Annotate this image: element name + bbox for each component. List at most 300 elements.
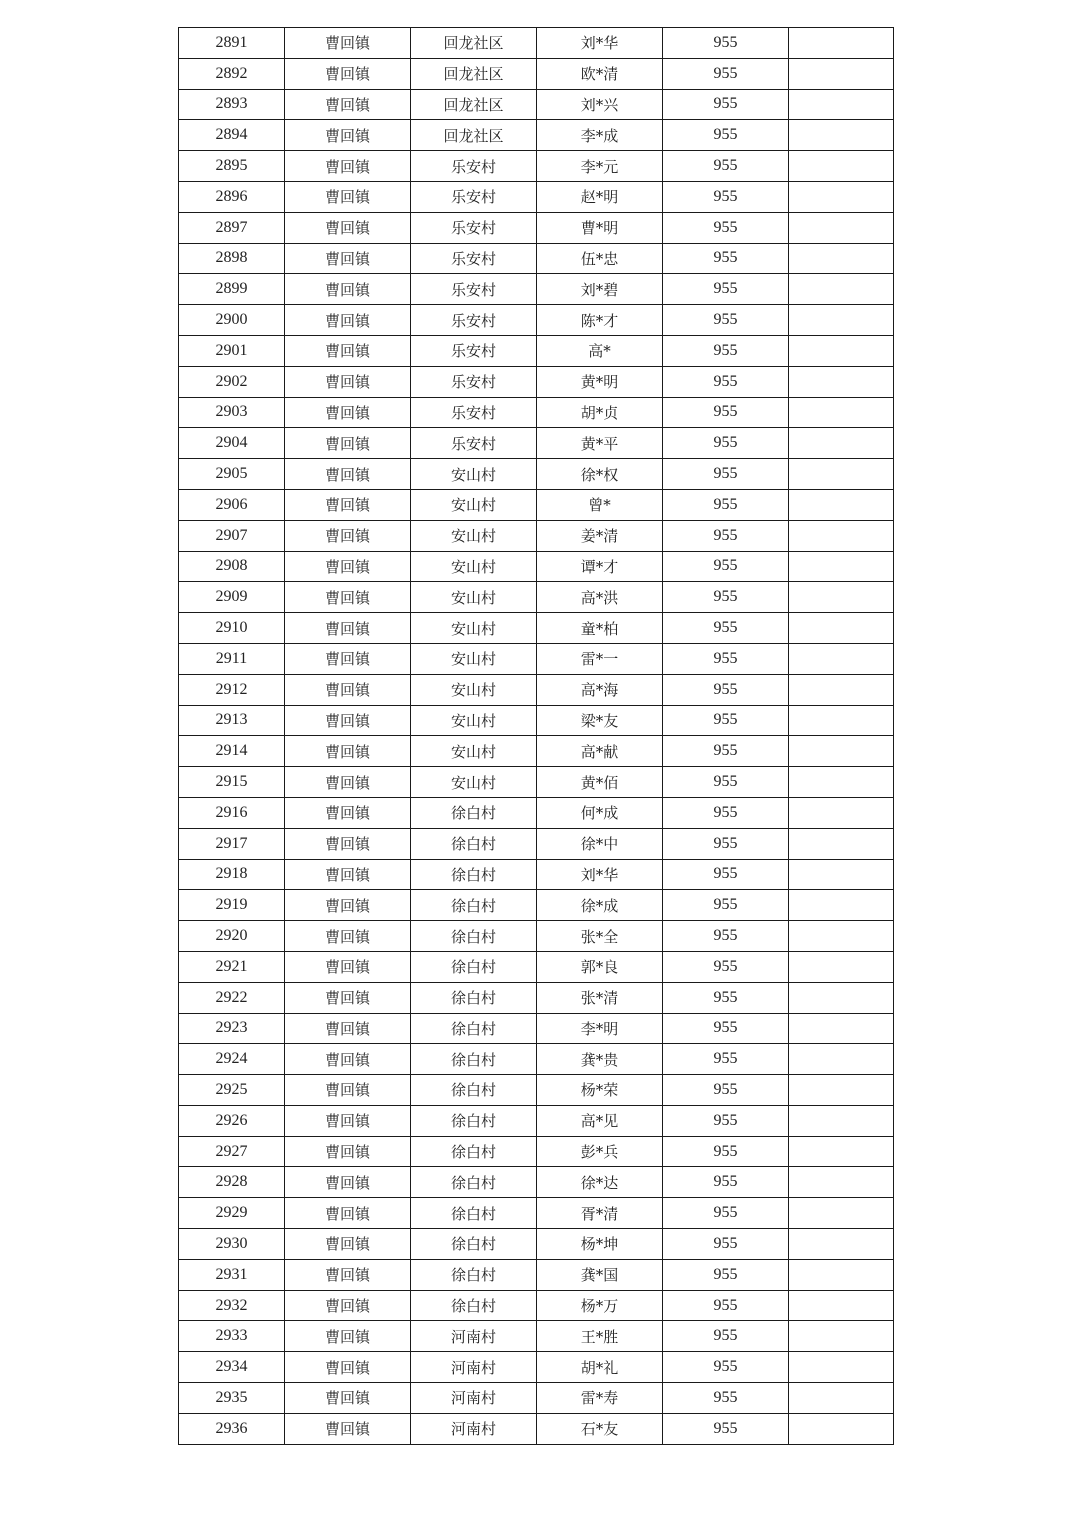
roster-body xyxy=(179,28,894,1445)
table-row xyxy=(179,982,894,1013)
cell-village: 徐白村 xyxy=(411,1290,537,1321)
cell-village: 乐安村 xyxy=(411,243,537,274)
cell-town: 曹回镇 xyxy=(285,212,411,243)
cell-village: 安山村 xyxy=(411,674,537,705)
cell-serial-number: 2920 xyxy=(179,921,285,952)
cell-village: 回龙社区 xyxy=(411,120,537,151)
cell-town: 曹回镇 xyxy=(285,582,411,613)
cell-name: 黄*平 xyxy=(537,428,663,459)
cell-town: 曹回镇 xyxy=(285,613,411,644)
cell-amount: 955 xyxy=(663,243,789,274)
table-row xyxy=(179,643,894,674)
cell-note xyxy=(789,1105,894,1136)
cell-town: 曹回镇 xyxy=(285,459,411,490)
cell-amount: 955 xyxy=(663,397,789,428)
cell-serial-number: 2913 xyxy=(179,705,285,736)
cell-amount: 955 xyxy=(663,428,789,459)
cell-serial-number: 2922 xyxy=(179,982,285,1013)
cell-serial-number: 2893 xyxy=(179,89,285,120)
cell-serial-number: 2894 xyxy=(179,120,285,151)
cell-note xyxy=(789,767,894,798)
cell-village: 乐安村 xyxy=(411,274,537,305)
cell-serial-number: 2919 xyxy=(179,890,285,921)
cell-serial-number: 2892 xyxy=(179,58,285,89)
cell-town: 曹回镇 xyxy=(285,428,411,459)
table-row xyxy=(179,212,894,243)
cell-village: 安山村 xyxy=(411,582,537,613)
cell-amount: 955 xyxy=(663,181,789,212)
table-row xyxy=(179,58,894,89)
table-row xyxy=(179,120,894,151)
cell-note xyxy=(789,397,894,428)
cell-serial-number: 2929 xyxy=(179,1198,285,1229)
cell-town: 曹回镇 xyxy=(285,1075,411,1106)
cell-name: 徐*中 xyxy=(537,828,663,859)
cell-village: 徐白村 xyxy=(411,1105,537,1136)
cell-town: 曹回镇 xyxy=(285,28,411,59)
cell-name: 高* xyxy=(537,335,663,366)
cell-serial-number: 2900 xyxy=(179,305,285,336)
cell-village: 徐白村 xyxy=(411,951,537,982)
cell-town: 曹回镇 xyxy=(285,1229,411,1260)
cell-note xyxy=(789,520,894,551)
cell-town: 曹回镇 xyxy=(285,1413,411,1444)
cell-village: 徐白村 xyxy=(411,828,537,859)
cell-name: 童*柏 xyxy=(537,613,663,644)
cell-town: 曹回镇 xyxy=(285,58,411,89)
cell-village: 河南村 xyxy=(411,1321,537,1352)
cell-town: 曹回镇 xyxy=(285,951,411,982)
cell-village: 乐安村 xyxy=(411,366,537,397)
cell-name: 梁*友 xyxy=(537,705,663,736)
cell-name: 高*献 xyxy=(537,736,663,767)
cell-village: 河南村 xyxy=(411,1413,537,1444)
cell-town: 曹回镇 xyxy=(285,921,411,952)
cell-village: 乐安村 xyxy=(411,397,537,428)
cell-town: 曹回镇 xyxy=(285,643,411,674)
cell-name: 徐*成 xyxy=(537,890,663,921)
cell-town: 曹回镇 xyxy=(285,274,411,305)
cell-serial-number: 2911 xyxy=(179,643,285,674)
cell-amount: 955 xyxy=(663,1075,789,1106)
cell-note xyxy=(789,859,894,890)
table-row xyxy=(179,705,894,736)
table-row xyxy=(179,890,894,921)
cell-town: 曹回镇 xyxy=(285,1383,411,1414)
table-row xyxy=(179,1044,894,1075)
cell-name: 杨*荣 xyxy=(537,1075,663,1106)
cell-town: 曹回镇 xyxy=(285,1136,411,1167)
cell-town: 曹回镇 xyxy=(285,1259,411,1290)
cell-town: 曹回镇 xyxy=(285,982,411,1013)
cell-serial-number: 2921 xyxy=(179,951,285,982)
table-row xyxy=(179,921,894,952)
cell-name: 徐*权 xyxy=(537,459,663,490)
cell-serial-number: 2895 xyxy=(179,151,285,182)
cell-village: 徐白村 xyxy=(411,1229,537,1260)
cell-village: 徐白村 xyxy=(411,921,537,952)
cell-serial-number: 2891 xyxy=(179,28,285,59)
cell-village: 徐白村 xyxy=(411,859,537,890)
cell-note xyxy=(789,1321,894,1352)
cell-serial-number: 2903 xyxy=(179,397,285,428)
cell-note xyxy=(789,736,894,767)
cell-name: 胥*清 xyxy=(537,1198,663,1229)
cell-village: 徐白村 xyxy=(411,797,537,828)
cell-amount: 955 xyxy=(663,582,789,613)
cell-name: 杨*万 xyxy=(537,1290,663,1321)
cell-town: 曹回镇 xyxy=(285,551,411,582)
table-row xyxy=(179,1105,894,1136)
cell-village: 乐安村 xyxy=(411,428,537,459)
cell-name: 陈*才 xyxy=(537,305,663,336)
cell-serial-number: 2896 xyxy=(179,181,285,212)
table-row xyxy=(179,767,894,798)
cell-town: 曹回镇 xyxy=(285,1321,411,1352)
cell-town: 曹回镇 xyxy=(285,674,411,705)
cell-amount: 955 xyxy=(663,736,789,767)
cell-name: 郭*良 xyxy=(537,951,663,982)
cell-amount: 955 xyxy=(663,1321,789,1352)
cell-note xyxy=(789,212,894,243)
cell-town: 曹回镇 xyxy=(285,120,411,151)
cell-town: 曹回镇 xyxy=(285,1044,411,1075)
table-row xyxy=(179,1136,894,1167)
cell-amount: 955 xyxy=(663,982,789,1013)
table-row xyxy=(179,89,894,120)
cell-town: 曹回镇 xyxy=(285,705,411,736)
cell-amount: 955 xyxy=(663,1229,789,1260)
cell-amount: 955 xyxy=(663,1290,789,1321)
cell-note xyxy=(789,459,894,490)
cell-town: 曹回镇 xyxy=(285,89,411,120)
cell-name: 徐*达 xyxy=(537,1167,663,1198)
cell-note xyxy=(789,1044,894,1075)
cell-village: 安山村 xyxy=(411,459,537,490)
cell-amount: 955 xyxy=(663,705,789,736)
cell-amount: 955 xyxy=(663,643,789,674)
cell-serial-number: 2930 xyxy=(179,1229,285,1260)
cell-note xyxy=(789,1075,894,1106)
cell-village: 乐安村 xyxy=(411,151,537,182)
cell-note xyxy=(789,305,894,336)
table-row xyxy=(179,274,894,305)
cell-amount: 955 xyxy=(663,151,789,182)
cell-amount: 955 xyxy=(663,859,789,890)
cell-village: 回龙社区 xyxy=(411,89,537,120)
cell-serial-number: 2905 xyxy=(179,459,285,490)
table-row xyxy=(179,551,894,582)
cell-name: 刘*碧 xyxy=(537,274,663,305)
cell-name: 彭*兵 xyxy=(537,1136,663,1167)
cell-name: 李*明 xyxy=(537,1013,663,1044)
cell-amount: 955 xyxy=(663,1352,789,1383)
cell-town: 曹回镇 xyxy=(285,797,411,828)
cell-name: 伍*忠 xyxy=(537,243,663,274)
cell-name: 姜*清 xyxy=(537,520,663,551)
cell-note xyxy=(789,428,894,459)
cell-note xyxy=(789,828,894,859)
cell-amount: 955 xyxy=(663,58,789,89)
cell-serial-number: 2899 xyxy=(179,274,285,305)
cell-town: 曹回镇 xyxy=(285,305,411,336)
cell-town: 曹回镇 xyxy=(285,1167,411,1198)
table-row xyxy=(179,1352,894,1383)
cell-amount: 955 xyxy=(663,890,789,921)
cell-amount: 955 xyxy=(663,1259,789,1290)
table-row xyxy=(179,1383,894,1414)
table-row xyxy=(179,736,894,767)
cell-village: 徐白村 xyxy=(411,1259,537,1290)
cell-name: 欧*清 xyxy=(537,58,663,89)
cell-amount: 955 xyxy=(663,1383,789,1414)
cell-serial-number: 2934 xyxy=(179,1352,285,1383)
cell-amount: 955 xyxy=(663,828,789,859)
table-row xyxy=(179,459,894,490)
cell-name: 刘*华 xyxy=(537,28,663,59)
cell-amount: 955 xyxy=(663,520,789,551)
cell-village: 乐安村 xyxy=(411,305,537,336)
cell-amount: 955 xyxy=(663,1198,789,1229)
cell-serial-number: 2904 xyxy=(179,428,285,459)
table-row xyxy=(179,335,894,366)
cell-village: 河南村 xyxy=(411,1383,537,1414)
cell-serial-number: 2923 xyxy=(179,1013,285,1044)
cell-name: 曹*明 xyxy=(537,212,663,243)
table-row xyxy=(179,305,894,336)
cell-note xyxy=(789,643,894,674)
cell-note xyxy=(789,1229,894,1260)
cell-village: 安山村 xyxy=(411,551,537,582)
cell-name: 李*成 xyxy=(537,120,663,151)
cell-town: 曹回镇 xyxy=(285,520,411,551)
cell-amount: 955 xyxy=(663,951,789,982)
cell-village: 乐安村 xyxy=(411,212,537,243)
cell-serial-number: 2926 xyxy=(179,1105,285,1136)
cell-note xyxy=(789,1198,894,1229)
cell-amount: 955 xyxy=(663,1044,789,1075)
cell-serial-number: 2924 xyxy=(179,1044,285,1075)
cell-amount: 955 xyxy=(663,274,789,305)
cell-name: 曾* xyxy=(537,489,663,520)
cell-village: 徐白村 xyxy=(411,1136,537,1167)
cell-serial-number: 2914 xyxy=(179,736,285,767)
cell-town: 曹回镇 xyxy=(285,489,411,520)
cell-name: 刘*华 xyxy=(537,859,663,890)
cell-name: 高*海 xyxy=(537,674,663,705)
cell-note xyxy=(789,1136,894,1167)
table-row xyxy=(179,1013,894,1044)
cell-note xyxy=(789,335,894,366)
cell-town: 曹回镇 xyxy=(285,335,411,366)
cell-amount: 955 xyxy=(663,305,789,336)
cell-amount: 955 xyxy=(663,120,789,151)
table-row xyxy=(179,428,894,459)
table-row xyxy=(179,520,894,551)
cell-name: 胡*贞 xyxy=(537,397,663,428)
cell-serial-number: 2917 xyxy=(179,828,285,859)
cell-town: 曹回镇 xyxy=(285,397,411,428)
cell-village: 回龙社区 xyxy=(411,28,537,59)
cell-note xyxy=(789,28,894,59)
table-row xyxy=(179,397,894,428)
cell-name: 雷*寿 xyxy=(537,1383,663,1414)
table-row xyxy=(179,1198,894,1229)
cell-note xyxy=(789,1413,894,1444)
cell-amount: 955 xyxy=(663,489,789,520)
table-row xyxy=(179,151,894,182)
table-row xyxy=(179,1259,894,1290)
cell-town: 曹回镇 xyxy=(285,859,411,890)
cell-note xyxy=(789,1383,894,1414)
cell-town: 曹回镇 xyxy=(285,890,411,921)
table-row xyxy=(179,613,894,644)
cell-note xyxy=(789,705,894,736)
table-row xyxy=(179,797,894,828)
cell-village: 安山村 xyxy=(411,705,537,736)
cell-name: 石*友 xyxy=(537,1413,663,1444)
cell-village: 安山村 xyxy=(411,520,537,551)
cell-village: 乐安村 xyxy=(411,181,537,212)
cell-note xyxy=(789,243,894,274)
cell-village: 徐白村 xyxy=(411,1167,537,1198)
cell-village: 安山村 xyxy=(411,736,537,767)
cell-note xyxy=(789,890,894,921)
cell-amount: 955 xyxy=(663,89,789,120)
table-row xyxy=(179,1321,894,1352)
cell-amount: 955 xyxy=(663,551,789,582)
cell-amount: 955 xyxy=(663,28,789,59)
cell-town: 曹回镇 xyxy=(285,1013,411,1044)
table-row xyxy=(179,489,894,520)
table-row xyxy=(179,243,894,274)
cell-name: 黄*佰 xyxy=(537,767,663,798)
cell-name: 张*全 xyxy=(537,921,663,952)
cell-note xyxy=(789,951,894,982)
cell-village: 安山村 xyxy=(411,643,537,674)
cell-serial-number: 2936 xyxy=(179,1413,285,1444)
cell-note xyxy=(789,89,894,120)
cell-note xyxy=(789,58,894,89)
cell-town: 曹回镇 xyxy=(285,181,411,212)
cell-serial-number: 2907 xyxy=(179,520,285,551)
cell-town: 曹回镇 xyxy=(285,1105,411,1136)
cell-amount: 955 xyxy=(663,366,789,397)
cell-town: 曹回镇 xyxy=(285,736,411,767)
cell-amount: 955 xyxy=(663,797,789,828)
cell-note xyxy=(789,151,894,182)
cell-town: 曹回镇 xyxy=(285,828,411,859)
cell-name: 李*元 xyxy=(537,151,663,182)
cell-village: 徐白村 xyxy=(411,1075,537,1106)
cell-amount: 955 xyxy=(663,921,789,952)
cell-amount: 955 xyxy=(663,1013,789,1044)
cell-village: 徐白村 xyxy=(411,1044,537,1075)
table-row xyxy=(179,674,894,705)
cell-name: 胡*礼 xyxy=(537,1352,663,1383)
cell-note xyxy=(789,921,894,952)
cell-note xyxy=(789,1352,894,1383)
table-row xyxy=(179,1229,894,1260)
cell-name: 赵*明 xyxy=(537,181,663,212)
cell-note xyxy=(789,120,894,151)
table-row xyxy=(179,1075,894,1106)
cell-village: 安山村 xyxy=(411,613,537,644)
cell-serial-number: 2898 xyxy=(179,243,285,274)
cell-name: 高*见 xyxy=(537,1105,663,1136)
cell-name: 刘*兴 xyxy=(537,89,663,120)
cell-note xyxy=(789,1167,894,1198)
cell-name: 杨*坤 xyxy=(537,1229,663,1260)
roster-table xyxy=(178,27,894,1445)
table-row xyxy=(179,1167,894,1198)
cell-name: 黄*明 xyxy=(537,366,663,397)
table-row xyxy=(179,1290,894,1321)
cell-note xyxy=(789,1013,894,1044)
cell-name: 王*胜 xyxy=(537,1321,663,1352)
cell-note xyxy=(789,551,894,582)
cell-note xyxy=(789,582,894,613)
cell-note xyxy=(789,274,894,305)
cell-amount: 955 xyxy=(663,1105,789,1136)
cell-village: 乐安村 xyxy=(411,335,537,366)
table-row xyxy=(179,28,894,59)
cell-serial-number: 2935 xyxy=(179,1383,285,1414)
cell-amount: 955 xyxy=(663,1136,789,1167)
cell-amount: 955 xyxy=(663,459,789,490)
cell-amount: 955 xyxy=(663,1167,789,1198)
cell-town: 曹回镇 xyxy=(285,1198,411,1229)
cell-serial-number: 2906 xyxy=(179,489,285,520)
cell-note xyxy=(789,1259,894,1290)
cell-name: 雷*一 xyxy=(537,643,663,674)
cell-name: 何*成 xyxy=(537,797,663,828)
cell-serial-number: 2910 xyxy=(179,613,285,644)
cell-village: 回龙社区 xyxy=(411,58,537,89)
table-row xyxy=(179,859,894,890)
table-row xyxy=(179,582,894,613)
cell-note xyxy=(789,674,894,705)
cell-serial-number: 2916 xyxy=(179,797,285,828)
cell-note xyxy=(789,366,894,397)
cell-serial-number: 2897 xyxy=(179,212,285,243)
cell-note xyxy=(789,181,894,212)
cell-serial-number: 2908 xyxy=(179,551,285,582)
table-row xyxy=(179,828,894,859)
cell-village: 徐白村 xyxy=(411,1198,537,1229)
cell-serial-number: 2912 xyxy=(179,674,285,705)
cell-town: 曹回镇 xyxy=(285,1290,411,1321)
cell-amount: 955 xyxy=(663,767,789,798)
cell-serial-number: 2915 xyxy=(179,767,285,798)
table-row xyxy=(179,1413,894,1444)
cell-note xyxy=(789,489,894,520)
cell-village: 徐白村 xyxy=(411,982,537,1013)
table-row xyxy=(179,181,894,212)
cell-serial-number: 2918 xyxy=(179,859,285,890)
cell-name: 高*洪 xyxy=(537,582,663,613)
cell-note xyxy=(789,1290,894,1321)
cell-amount: 955 xyxy=(663,1413,789,1444)
cell-serial-number: 2928 xyxy=(179,1167,285,1198)
cell-town: 曹回镇 xyxy=(285,151,411,182)
cell-village: 河南村 xyxy=(411,1352,537,1383)
cell-village: 徐白村 xyxy=(411,1013,537,1044)
cell-note xyxy=(789,613,894,644)
cell-town: 曹回镇 xyxy=(285,1352,411,1383)
cell-village: 安山村 xyxy=(411,767,537,798)
cell-serial-number: 2902 xyxy=(179,366,285,397)
